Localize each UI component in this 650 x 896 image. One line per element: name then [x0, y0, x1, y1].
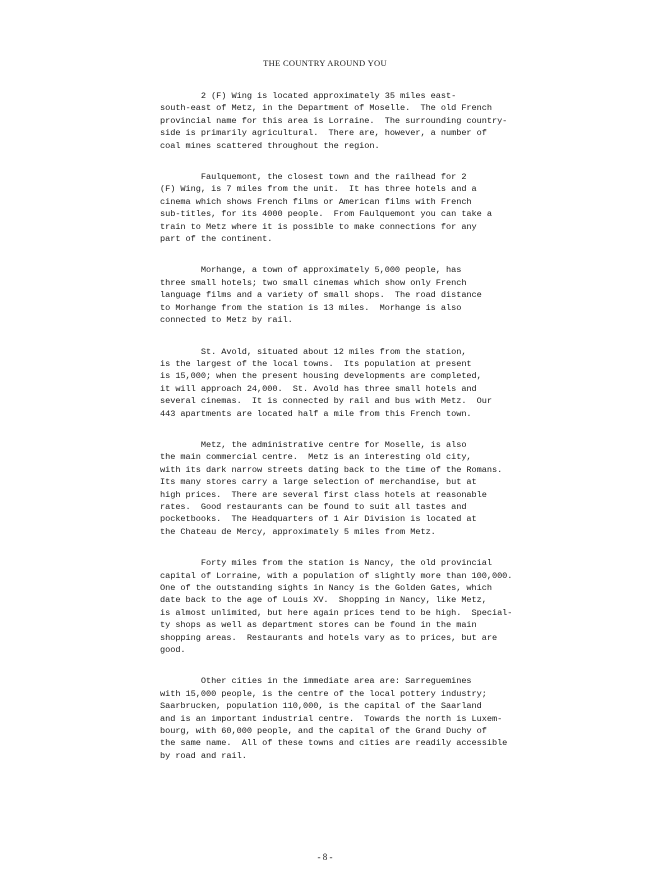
paragraph-line: connected to Metz by rail. [160, 315, 293, 326]
paragraph-line: shopping areas. Restaurants and hotels vary as to prices, but are [160, 632, 498, 643]
paragraph-line: high prices. There are several first class hotels at reasonable [160, 489, 487, 500]
paragraph-line: is 15,000; when the present housing developments are completed, [160, 371, 482, 382]
paragraph-line: is the largest of the local towns. Its population at present [160, 358, 472, 369]
paragraph-line: language films and a variety of small shops. The road distance [160, 290, 482, 301]
paragraph-line: the Chateau de Mercy, approximately 5 miles from Metz. [160, 526, 436, 537]
paragraph [160, 264, 540, 326]
paragraph-line: pocketbooks. The Headquarters of 1 Air Division is located at [160, 514, 477, 525]
paragraph [160, 557, 540, 656]
paragraph-line: with its dark narrow streets dating back to the time of the Romans. [160, 464, 503, 475]
paragraph [160, 90, 540, 152]
paragraph-line: by road and rail. [160, 750, 247, 761]
paragraph [160, 346, 540, 420]
paragraph-line: good. [160, 645, 186, 656]
paragraph-line: to Morhange from the station is 13 miles. Morhange is also [160, 302, 462, 313]
paragraph-line: is almost unlimited, but here again prices tend to be high. Special- [160, 607, 513, 618]
paragraph-line: cinema which shows French films or American films with French [160, 196, 472, 207]
paragraph-line: several cinemas. It is connected by rail and bus with Metz. Our [160, 396, 492, 407]
paragraph-line: Morhange, a town of approximately 5,000 people, has [160, 265, 462, 276]
paragraph-line: ty shops as well as department stores can be found in the main [160, 620, 477, 631]
paragraph-line: 443 apartments are located half a mile from this French town. [160, 408, 472, 419]
page-number: - 8 - [317, 852, 333, 862]
paragraph-line: St. Avold, situated about 12 miles from the station, [160, 346, 467, 357]
paragraph-line: side is primarily agricultural. There are, however, a number of [160, 128, 487, 139]
paragraph-line: sub-titles, for its 4000 people. From Faulquemont you can take a [160, 209, 492, 220]
paragraph-line: coal mines scattered throughout the region. [160, 140, 380, 151]
paragraph-line: bourg, with 60,000 people, and the capital of the Grand Duchy of [160, 726, 487, 737]
paragraph-line: Saarbrucken, population 110,000, is the capital of the Saarland [160, 701, 482, 712]
paragraph-line: Forty miles from the station is Nancy, the old provincial [160, 558, 492, 569]
paragraph [160, 439, 540, 538]
paragraph-line: Its many stores carry a large selection of merchandise, but at [160, 477, 477, 488]
paragraph-line: the same name. All of these towns and cities are readily accessible [160, 738, 508, 749]
paragraph-line: (F) Wing, is 7 miles from the unit. It has three hotels and a [160, 184, 477, 195]
paragraph-line: train to Metz where it is possible to make connections for any [160, 221, 477, 232]
paragraph-line: capital of Lorraine, with a population of slightly more than 100,000. [160, 570, 513, 581]
paragraph-line: date back to the age of Louis XV. Shopping in Nancy, like Metz, [160, 595, 487, 606]
paragraph-line: One of the outstanding sights in Nancy is the Golden Gates, which [160, 583, 492, 593]
paragraph-line: provincial name for this area is Lorraine. The surrounding country- [160, 115, 508, 126]
page-title: THE COUNTRY AROUND YOU [263, 58, 387, 68]
paragraph [160, 675, 540, 762]
paragraph-line: Other cities in the immediate area are: Sarreguemines [160, 676, 472, 687]
paragraph-line: it will approach 24,000. St. Avold has three small hotels and [160, 383, 477, 394]
paragraph-line: the main commercial centre. Metz is an interesting old city, [160, 452, 472, 463]
paragraph-line: Metz, the administrative centre for Moselle, is also [160, 439, 467, 450]
paragraph-line: with 15,000 people, is the centre of the local pottery industry; [160, 688, 487, 699]
paragraph [160, 171, 540, 245]
paragraph-line: rates. Good restaurants can be found to suit all tastes and [160, 501, 467, 512]
paragraph-line: south-east of Metz, in the Department of Moselle. The old French [160, 103, 492, 114]
paragraph-line: part of the continent. [160, 234, 273, 245]
paragraph-line: three small hotels; two small cinemas which show only French [160, 277, 467, 288]
paragraph-line: 2 (F) Wing is located approximately 35 miles east- [160, 91, 457, 101]
paragraph-line: and is an important industrial centre. Towards the north is Luxem- [160, 713, 503, 724]
document-body [160, 90, 540, 781]
paragraph-line: Faulquemont, the closest town and the railhead for 2 [160, 172, 467, 183]
